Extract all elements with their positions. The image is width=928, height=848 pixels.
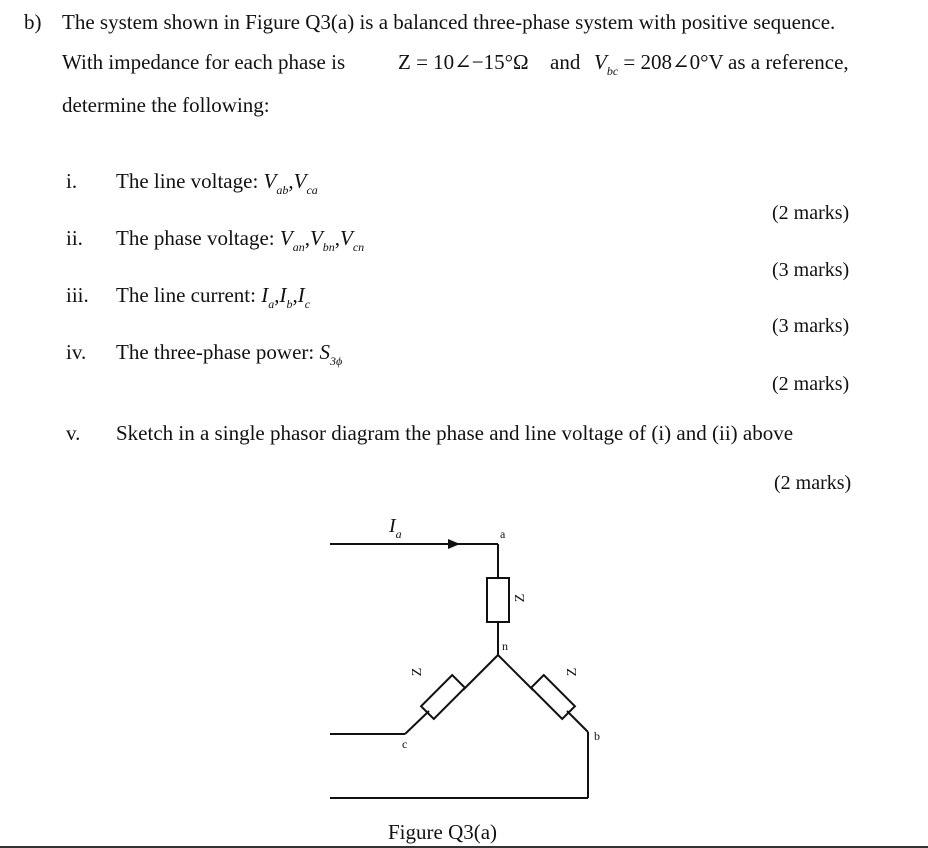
item-text: The phase voltage: [116,226,275,250]
vbc-subscript: bc [606,64,619,78]
item-text-i: The line voltage: $V_{ab},V_{ca}$ [116,169,318,197]
item-number-v: v. [66,421,81,445]
item-text-v: Sketch in a single phasor diagram the phase and line voltage of (i) and (ii) above [116,421,794,445]
symbol-sub: 3ϕ [330,354,343,368]
vbc-symbol: V [594,50,607,74]
symbol-sub: c [304,297,311,311]
question-line-2-start: With impedance for each phase is [62,50,346,74]
symbol: V [340,226,353,250]
impedance-a [487,578,509,622]
node-n-label: n [502,639,508,653]
question-label: b) [24,10,42,34]
z-label-a: Z [513,593,528,603]
symbol-sub: a [268,297,275,311]
wire-n-to-b2 [567,711,588,732]
question-line-2-end: as a reference, [728,50,849,74]
item-number-iii: iii. [66,283,89,307]
symbol-sub: ab [276,183,289,197]
node-b-label: b [594,729,600,743]
symbol: V [293,169,307,193]
item-text: The line voltage: [116,169,259,193]
current-symbol: I [389,515,396,537]
symbol: V [309,226,323,250]
symbol: V [279,226,293,250]
item-number-i: i. [66,169,78,193]
symbol-sub: b [286,297,293,311]
question-line-1: The system shown in Figure Q3(a) is a balanced three-phase system with positive sequence. [62,10,836,34]
question-line-3: determine the following: [62,93,270,117]
symbol-sub: cn [352,240,365,254]
item-text: The three-phase power: [116,340,315,364]
symbol: S [319,340,330,364]
marks-i: (2 marks) [772,202,850,224]
node-a-label: a [500,527,506,541]
symbol-sub: an [292,240,305,254]
wire-n-to-c2 [405,711,429,734]
marks-iii: (3 marks) [772,315,850,337]
symbol: V [263,169,277,193]
item-number-ii: ii. [66,226,83,250]
wire-n-to-b1 [498,655,533,690]
current-arrow-icon [448,539,460,549]
marks-ii: (3 marks) [772,259,850,281]
current-label [388,515,402,541]
item-text-iii: The line current: $I_a,I_b,I_c$ [116,283,311,311]
impedance-equation: Z = 10∠−15°Ω [398,50,529,74]
vbc-value: = 208∠0°V [623,50,724,74]
item-number-iv: iv. [66,340,87,364]
figure-caption: Figure Q3(a) [388,820,498,844]
z-label-b: Z [565,667,580,677]
symbol: I [297,283,305,307]
and-word: and [550,50,581,74]
item-text: The line current: [116,283,256,307]
marks-v: (2 marks) [774,472,852,494]
z-label-c: Z [410,667,425,677]
symbol: I [261,283,269,307]
current-subscript: a [395,527,402,541]
symbol: I [279,283,287,307]
node-c-label: c [402,737,408,751]
symbol-sub: ca [306,183,318,197]
wire-n-to-c1 [463,655,498,690]
symbol-sub: bn [322,240,335,254]
marks-iv: (2 marks) [772,373,850,395]
item-text-ii: The phase voltage: $V_{an},V_{bn},V_{cn}$ [116,226,365,254]
